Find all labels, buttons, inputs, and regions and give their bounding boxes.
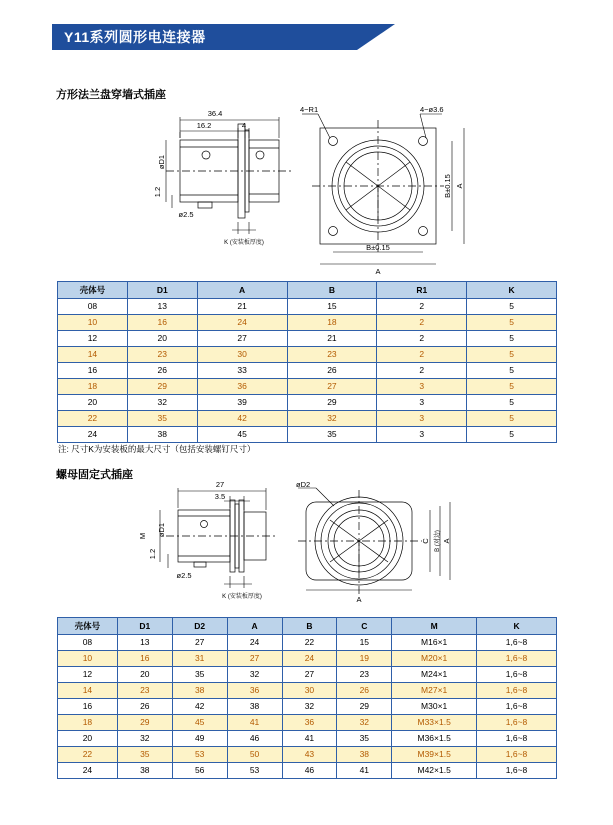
cell: M42×1.5 [392,763,477,779]
cell: 14 [58,683,118,699]
table-row [58,667,557,683]
cell: 24 [282,651,337,667]
cell: 27 [287,379,377,395]
cell: 2 [377,299,467,315]
table-header-row [58,618,557,635]
table2-header-1: D1 [117,618,172,635]
cell: 36 [197,379,287,395]
cell: 23 [287,347,377,363]
cell: 3 [377,427,467,443]
cell: 42 [197,411,287,427]
cell: M39×1.5 [392,747,477,763]
cell: 22 [58,411,128,427]
cell: 1,6~8 [477,651,557,667]
table-header-row [58,282,557,299]
cell: 16 [117,651,172,667]
table1-header-1: D1 [127,282,197,299]
cell: 2 [377,363,467,379]
page-title: Y11系列圆形电连接器 [64,29,206,45]
cell: 23 [117,683,172,699]
dim-label-a-vertical: A [455,183,464,189]
cell: 2 [377,315,467,331]
cell: M30×1 [392,699,477,715]
cell: 10 [58,315,128,331]
dim-label-b-tol-horizontal: B±0.15 [366,243,390,252]
table-row [58,331,557,347]
cell: 24 [227,635,282,651]
table-row [58,395,557,411]
cell: 15 [287,299,377,315]
table2-header-6: M [392,618,477,635]
table-row [58,411,557,427]
banner-triangle [357,24,395,50]
dim-label-a-vertical: A [442,538,451,544]
cell: 16 [127,315,197,331]
cell: 46 [282,763,337,779]
cell: 45 [172,715,227,731]
dim-label-a-horizontal: A [375,267,381,276]
cell: 53 [227,763,282,779]
table-row [58,315,557,331]
cell: 29 [337,699,392,715]
cell: 1,6~8 [477,683,557,699]
cell: 08 [58,635,118,651]
cell: 32 [287,411,377,427]
cell: 16 [58,363,128,379]
dim-label-r1: 4−R1 [300,105,319,114]
cell: 41 [337,763,392,779]
section-title-nut-fixed: 螺母固定式插座 [56,469,133,481]
cell: 35 [172,667,227,683]
cell: 35 [117,747,172,763]
cell: 35 [337,731,392,747]
cell: 5 [467,395,557,411]
cell: 29 [117,715,172,731]
cell: 3 [377,379,467,395]
cell: 5 [467,363,557,379]
dim-label-36-4: 36.4 [207,109,223,118]
cell: 35 [287,427,377,443]
cell: 24 [58,427,128,443]
cell: 2 [377,331,467,347]
cell: 5 [467,315,557,331]
dim-label-b-tol-vertical: B±0.15 [443,174,452,198]
cell: 38 [117,763,172,779]
cell: 1,6~8 [477,731,557,747]
cell: 18 [58,715,118,731]
table2-header-0: 壳体号 [58,618,118,635]
cell: 1,6~8 [477,747,557,763]
table1-header-4: R1 [377,282,467,299]
cell: 5 [467,411,557,427]
cell: 1,6~8 [477,667,557,683]
cell: 3 [377,411,467,427]
cell: 38 [127,427,197,443]
page-header-banner [52,24,562,50]
cell: 21 [287,331,377,347]
cell: 27 [197,331,287,347]
dim-label-c: C [421,538,430,544]
cell: 23 [337,667,392,683]
dim-label-d2: øD2 [296,480,311,489]
cell: 26 [287,363,377,379]
dim-label-4: 4 [241,121,247,130]
dim-label-dia-2-5: ø2.5 [178,210,194,219]
cell: 41 [282,731,337,747]
cell: 1,6~8 [477,635,557,651]
cell: 30 [282,683,337,699]
section-title-square-flange: 方形法兰盘穿墙式插座 [56,89,166,101]
dim-label-dia-2-5: ø2.5 [176,571,192,580]
dim-label-27: 27 [215,480,225,489]
cell: 27 [227,651,282,667]
dim-label-d1: øD1 [157,154,166,170]
cell: 16 [58,699,118,715]
table2-header-5: C [337,618,392,635]
table-row [58,363,557,379]
table2-header-4: B [282,618,337,635]
table-row [58,683,557,699]
cell: 1,6~8 [477,715,557,731]
cell: 22 [282,635,337,651]
cell: 12 [58,667,118,683]
table-row [58,715,557,731]
cell: 31 [172,651,227,667]
cell: 33 [197,363,287,379]
table-row [58,427,557,443]
cell: 29 [127,379,197,395]
cell: 20 [117,667,172,683]
cell: 35 [127,411,197,427]
table2-header-7: K [477,618,557,635]
cell: 24 [197,315,287,331]
cell: 19 [337,651,392,667]
cell: 2 [377,347,467,363]
cell: 26 [117,699,172,715]
dim-label-hole: 4−ø3.6 [420,105,444,114]
cell: 27 [282,667,337,683]
table-note: 注: 尺寸K为安装板的最大尺寸（包括安装螺钉尺寸） [58,444,256,454]
cell: 10 [58,651,118,667]
cell: 12 [58,331,128,347]
cell: 5 [467,347,557,363]
cell: 38 [172,683,227,699]
dim-label-1-2: 1.2 [148,548,157,560]
cell: 13 [117,635,172,651]
cell: 32 [337,715,392,731]
cell: 50 [227,747,282,763]
cell: 26 [127,363,197,379]
cell: 13 [127,299,197,315]
cell: 20 [58,731,118,747]
dim-label-b: B (对边) [435,530,441,552]
table-square-flange-dimensions [57,281,557,443]
cell: 5 [467,299,557,315]
cell: 32 [127,395,197,411]
cell: 5 [467,427,557,443]
table-row [58,747,557,763]
table1-header-3: B [287,282,377,299]
dim-label-a-horizontal: A [356,595,362,604]
cell: 39 [197,395,287,411]
table-row [58,763,557,779]
table-row [58,651,557,667]
cell: 14 [58,347,128,363]
cell: 24 [58,763,118,779]
dim-label-d1: øD1 [157,522,166,538]
dim-label-1-2: 1.2 [153,186,162,198]
cell: 18 [287,315,377,331]
cell: 45 [197,427,287,443]
dim-label-k: K (安装板厚度) [224,240,264,246]
cell: 32 [227,667,282,683]
cell: 5 [467,331,557,347]
cell: M33×1.5 [392,715,477,731]
table-row [58,635,557,651]
cell: M27×1 [392,683,477,699]
table2-header-3: A [227,618,282,635]
cell: 53 [172,747,227,763]
dim-label-3-5: 3.5 [214,492,226,501]
cell: 21 [197,299,287,315]
cell: 1,6~8 [477,763,557,779]
cell: M24×1 [392,667,477,683]
cell: 1,6~8 [477,699,557,715]
cell: 56 [172,763,227,779]
cell: 20 [58,395,128,411]
table1-header-2: A [197,282,287,299]
cell: 41 [227,715,282,731]
cell: 27 [172,635,227,651]
cell: 20 [127,331,197,347]
cell: M16×1 [392,635,477,651]
cell: 49 [172,731,227,747]
cell: 43 [282,747,337,763]
cell: 18 [58,379,128,395]
table-row [58,699,557,715]
table-row [58,299,557,315]
table-nut-fixed-dimensions [57,617,557,779]
table-row [58,731,557,747]
cell: 22 [58,747,118,763]
table-row [58,347,557,363]
dim-label-m: M [138,532,147,540]
cell: 08 [58,299,128,315]
cell: 42 [172,699,227,715]
cell: 15 [337,635,392,651]
cell: 32 [282,699,337,715]
cell: 3 [377,395,467,411]
cell: 36 [227,683,282,699]
cell: 30 [197,347,287,363]
cell: M36×1.5 [392,731,477,747]
cell: 26 [337,683,392,699]
cell: 32 [117,731,172,747]
cell: 29 [287,395,377,411]
cell: 38 [337,747,392,763]
table2-header-2: D2 [172,618,227,635]
table1-header-5: K [467,282,557,299]
drawing-square-flange-receptacle [120,100,500,278]
cell: 38 [227,699,282,715]
dim-label-k: K (安装板厚度) [222,594,262,600]
cell: 36 [282,715,337,731]
dim-label-16-2: 16.2 [196,121,212,130]
cell: 5 [467,379,557,395]
table1-header-0: 壳体号 [58,282,128,299]
table-row [58,379,557,395]
cell: 46 [227,731,282,747]
cell: 23 [127,347,197,363]
drawing-nut-fixed-receptacle [120,480,500,612]
cell: M20×1 [392,651,477,667]
